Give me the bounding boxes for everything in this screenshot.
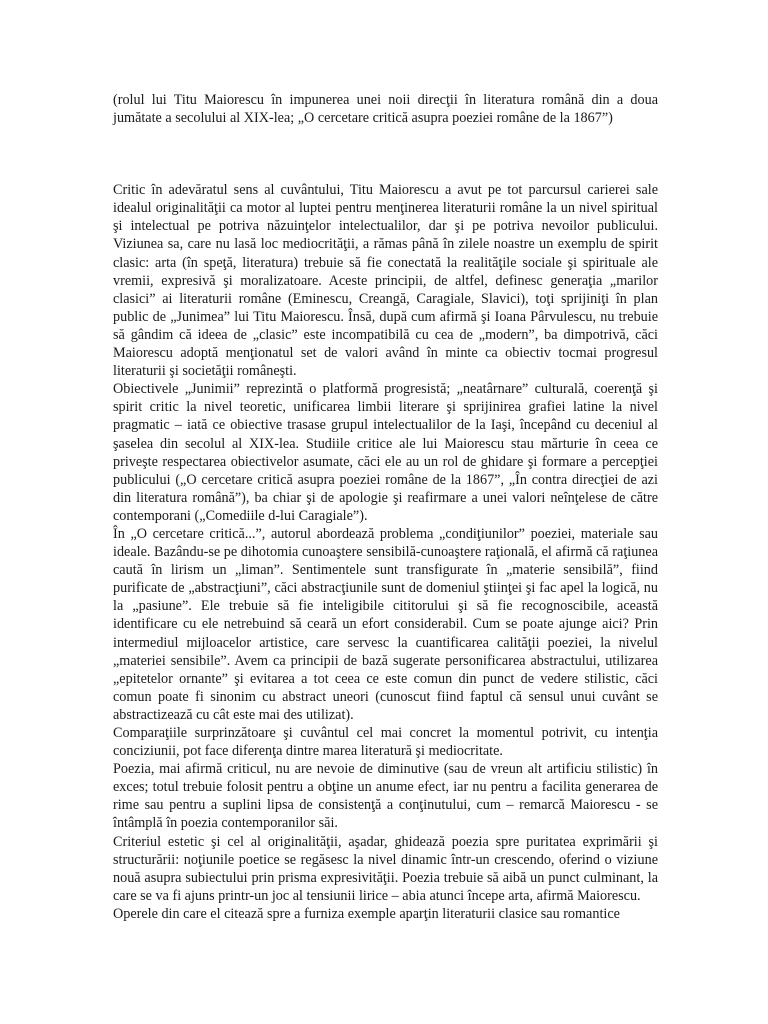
paragraph-cercetare: În „O cercetare critică...”, autorul abordează problema „condiţiunilor” poeziei, materiale sau ideale. Bazându-se pe dihotomia cunoaştere sensibilă-cunoaştere raţională, el afirmă că raţiunea caută în lirism un „liman”. Sentimentele sunt transfigurate în „materie sensibilă”, fiind purificate de „abstracţiuni”, căci abstracţiunile sunt de domeniul ştiinţei şi fac apel la logică, nu la „pasiune”. Ele trebuie să fie inteligibile cititorului şi să fie recognoscibile, această identificare cu ele netrebuind să ceară un efort considerabil. Cum se poate ajunge aici? Prin intermediul mijloacelor artistice, care servesc la cuantificarea calităţii poeziei, la nivelul „materiei sensibile”. Avem ca principii de bază sugerate personificarea abstractului, utilizarea „epitetelor ornante” şi evitarea a tot ceea ce este comun din punct de vedere stilistic, căci comun poate fi sinonim cu abstract uneori (cunoscut fiind faptul că sensul unui cuvânt se abstractizează cu cât este mai des utilizat). [113,525,658,723]
blank-line [113,127,658,181]
paragraph-junimea: Obiectivele „Junimii” reprezintă o platformă progresistă; „neatârnare” culturală, coerenţă şi spirit critic la nivel teoretic, unificarea limbii literare şi sprijinirea grafiei latine la nivel pragmatic – iată ce obiective trasase grupul intelectualilor de la Iaşi, începând cu deceniul al şaselea din secolul al XIX-lea. Studiile critice ale lui Maiorescu stau mărturie în ceea ce priveşte respectarea obiectivelor asumate, căci ele au un rol de ghidare şi formare a percepţiei publicului („O cercetare critică asupra poeziei române de la 1867”, „În contra direcţiei de azi din literatura română”), ba chiar şi de apologie şi reafirmare a unei valori neînţelese de către contemporani („Comediile d-lui Caragiale”). [113,381,658,524]
paragraph-poezia: Poezia, mai afirmă criticul, nu are nevoie de diminutive (sau de vreun alt artificiu stilistic) în exces; totul trebuie folosit pentru a obţine un anume efect, iar nu pentru a facilita generarea de rime sau pentru a suplini lipsa de consistenţă a conţinutului, cum – remarcă Maiorescu - se întâmplă în poezia contemporanilor săi. [113,761,658,832]
paragraph-criteriul: Criteriul estetic şi cel al originalităţii, aşadar, ghidează poezia spre puritatea exprimării şi structurării: noţiunile poetice se regăsesc la nivel dinamic într-un crescendo, oferind o viziune nouă asupra subiectului prin prisma expresivităţii. Poezia trebuie să aibă un punct culminant, la care se va fi ajuns printr-un joc al tensiunii lirice – abia atunci începe arta, afirmă Maiorescu. [113,833,658,904]
paragraph-intro: Critic în adevăratul sens al cuvântului, Titu Maiorescu a avut pe tot parcursul carierei sale idealul originalităţii ca motor al luptei pentru menţinerea literaturii române la un nivel spiritual şi intelectual pe potriva năzuinţelor intelectualilor, dar şi pe potriva nevoilor publicului. Viziunea sa, care nu lasă loc mediocrităţii, a rămas până în zilele noastre un exemplu de spirit clasic: arta (în speţă, literatura) trebuie să fie conectată la realităţile sociale şi spirituale ale vremii, expresivă şi moralizatoare. Aceste principii, de altfel, definesc generaţia „marilor clasici” ai literaturii române (Eminescu, Creangă, Caragiale, Slavici), toţi sprijiniţi în plan public de „Junimea” lui Titu Maiorescu. Însă, după cum afirmă şi Ioana Pârvulescu, nu trebuie să gândim că ideea de „clasic” este incompatibilă cu cea de „modern”, ba dimpotrivă, căci Maiorescu adoptă menţionatul set de valori având în minte ca obiectiv tocmai progresul literaturii şi societăţii româneşti. [113,182,658,380]
document-subtitle: (rolul lui Titu Maiorescu în impunerea unei noii direcţii în literatura română din a doua jumătate a secolului al XIX-lea; „O cercetare critică asupra poeziei române de la 1867”) [113,92,658,127]
document-body [113,91,658,923]
paragraph-operele: Operele din care el citează spre a furniza exemple aparţin literaturii clasice sau romantice [113,905,620,922]
paragraph-comparatii: Comparaţiile surprinzătoare şi cuvântul cel mai concret la momentul potrivit, cu intenţia conciziunii, pot face diferenţa dintre marea literatură şi mediocritate. [113,725,658,760]
